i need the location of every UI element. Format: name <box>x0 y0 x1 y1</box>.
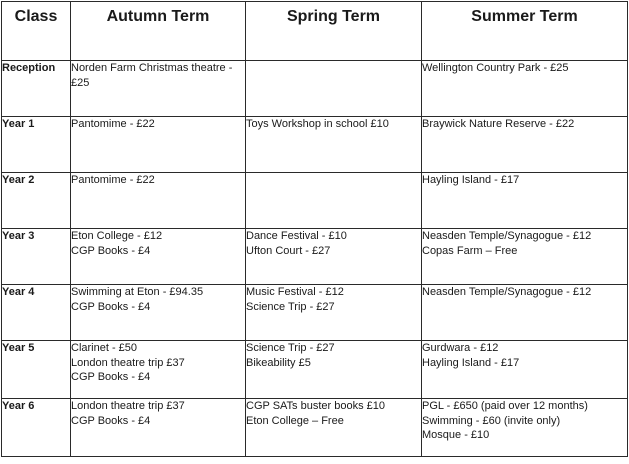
trip-item: CGP Books - £4 <box>71 244 151 257</box>
autumn-trips-cell <box>71 285 246 341</box>
trip-item: CGP Books - £4 <box>71 414 151 427</box>
trip-item: London theatre trip £37 <box>71 356 185 369</box>
class-column-header: Class <box>2 2 71 61</box>
trip-item: Ufton Court - £27 <box>246 244 331 257</box>
class-cell: Year 1 <box>2 117 71 173</box>
header-row <box>2 2 628 61</box>
trip-item: Music Festival - £12 <box>246 286 344 298</box>
table-row-reception <box>2 61 628 117</box>
summer-trips-cell <box>422 285 628 341</box>
summer-trips-cell <box>422 341 628 399</box>
class-cell: Year 4 <box>2 285 71 341</box>
trip-item: CGP Books - £4 <box>71 371 151 383</box>
spring-trips-cell <box>246 399 422 457</box>
spring-trips-cell <box>246 61 422 117</box>
trip-item: CGP Books - £4 <box>71 300 151 313</box>
trip-item: Science Trip - £27 <box>246 342 335 354</box>
trip-item: Eton College – Free <box>246 414 344 427</box>
trip-item: Gurdwara - £12 <box>422 342 499 354</box>
spring-trips-cell <box>246 173 422 229</box>
trip-item: Dance Festival - £10 <box>246 230 347 242</box>
trip-item: Eton College - £12 <box>71 230 163 242</box>
summer-term-column-header: Summer Term <box>422 2 628 61</box>
autumn-trips-cell <box>71 399 246 457</box>
trip-item: Neasden Temple/Synagogue - £12 <box>422 230 592 242</box>
trip-item: Mosque - £10 <box>422 429 490 441</box>
trip-item: Wellington Country Park - £25 <box>422 62 569 74</box>
trip-item: Braywick Nature Reserve - £22 <box>422 118 575 130</box>
trip-item: Swimming at Eton - £94.35 <box>71 286 204 298</box>
trip-item: CGP SATs buster books £10 <box>246 400 385 412</box>
class-cell: Year 3 <box>2 229 71 285</box>
autumn-term-column-header: Autumn Term <box>71 2 246 61</box>
table-row-year-5 <box>2 341 628 399</box>
trip-item: Swimming - £60 (invite only) <box>422 414 561 427</box>
summer-trips-cell <box>422 61 628 117</box>
autumn-trips-cell <box>71 341 246 399</box>
autumn-trips-cell <box>71 173 246 229</box>
summer-trips-cell <box>422 117 628 173</box>
spring-trips-cell <box>246 285 422 341</box>
spring-term-column-header: Spring Term <box>246 2 422 61</box>
trip-item: Pantomime - £22 <box>71 118 155 130</box>
summer-trips-cell <box>422 229 628 285</box>
trip-item: Neasden Temple/Synagogue - £12 <box>422 286 592 298</box>
spring-trips-cell <box>246 117 422 173</box>
summer-trips-cell <box>422 399 628 457</box>
autumn-trips-cell <box>71 229 246 285</box>
table-row-year-1 <box>2 117 628 173</box>
autumn-trips-cell <box>71 61 246 117</box>
class-cell: Year 5 <box>2 341 71 399</box>
table-row-year-2 <box>2 173 628 229</box>
trip-item: Norden Farm Christmas theatre - £25 <box>71 62 233 89</box>
trip-item: Hayling Island - £17 <box>422 174 520 186</box>
table-row-year-3 <box>2 229 628 285</box>
trip-item: Clarinet - £50 <box>71 342 138 354</box>
table-row-year-6 <box>2 399 628 457</box>
trip-item: Bikeability £5 <box>246 356 311 369</box>
autumn-trips-cell <box>71 117 246 173</box>
class-cell: Year 2 <box>2 173 71 229</box>
trip-item: Hayling Island - £17 <box>422 356 520 369</box>
trips-table <box>1 1 628 457</box>
summer-trips-cell <box>422 173 628 229</box>
spring-trips-cell <box>246 229 422 285</box>
trip-item: Science Trip - £27 <box>246 300 335 313</box>
class-cell: Reception <box>2 61 71 117</box>
trip-item: London theatre trip £37 <box>71 400 185 412</box>
trip-item: Copas Farm – Free <box>422 244 518 257</box>
trip-item: PGL - £650 (paid over 12 months) <box>422 400 588 412</box>
table-row-year-4 <box>2 285 628 341</box>
trip-item: Toys Workshop in school £10 <box>246 118 389 130</box>
class-cell: Year 6 <box>2 399 71 457</box>
spring-trips-cell <box>246 341 422 399</box>
trip-item: Pantomime - £22 <box>71 174 155 186</box>
